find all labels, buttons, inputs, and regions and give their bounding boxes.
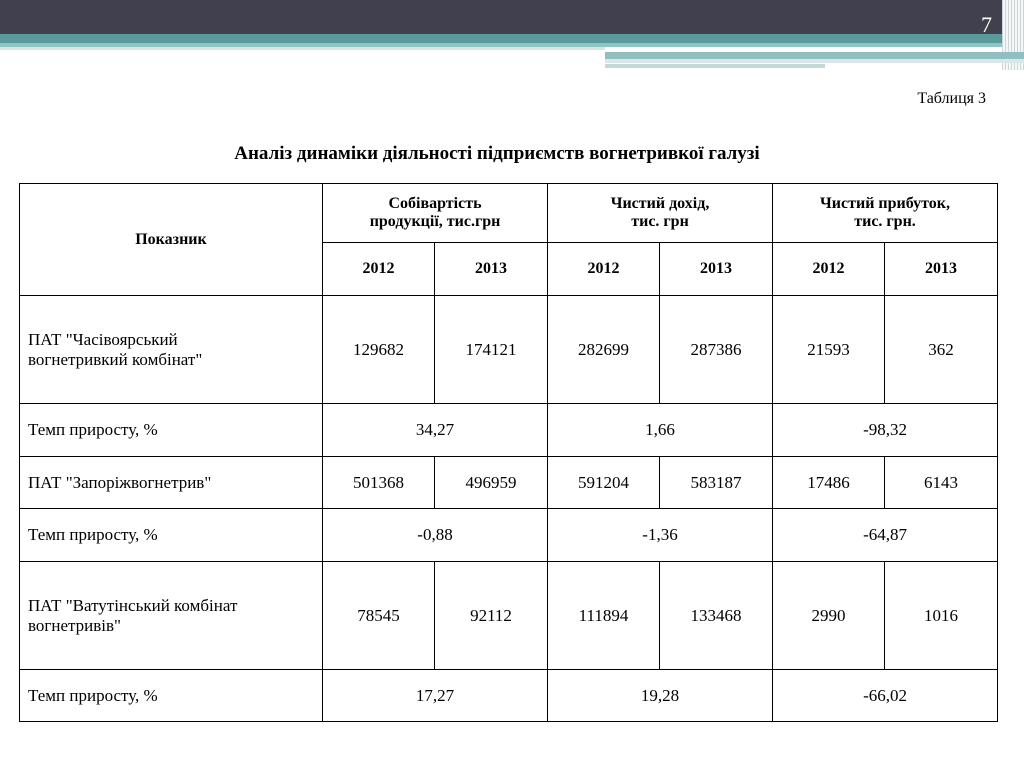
table-row: [20, 670, 998, 722]
growth-rate-cell: -98,32: [773, 404, 998, 457]
row-name-cell: Темп приросту, %: [20, 509, 323, 562]
accent-decor-bar-2: [605, 59, 1024, 63]
growth-rate-cell: -64,87: [773, 509, 998, 562]
row-name-line: ПАТ "Ватутінський комбінат: [28, 595, 238, 615]
table-label: Таблиця 3: [917, 90, 986, 107]
value-cell: 78545: [323, 562, 435, 670]
row-name-cell: [20, 562, 323, 670]
value-cell: 17486: [773, 457, 885, 509]
year-header: 2012: [773, 243, 885, 296]
table-row: [20, 296, 998, 404]
value-cell: 591204: [548, 457, 660, 509]
year-header: 2013: [660, 243, 773, 296]
row-name-cell: Темп приросту, %: [20, 404, 323, 457]
growth-rate-cell: 19,28: [548, 670, 773, 722]
row-name-line: вогнетривів": [28, 615, 121, 635]
growth-rate-cell: -0,88: [323, 509, 548, 562]
row-name-cell: ПАТ "Запоріжвогнетрив": [20, 457, 323, 509]
pale-decor-line: [0, 47, 605, 50]
indicator-header: Показник: [20, 184, 323, 296]
page-number: 7: [981, 12, 992, 37]
group-header-line: Чистий дохід,: [610, 195, 710, 212]
year-header: 2013: [885, 243, 998, 296]
row-name-line: ПАТ "Часівоярський: [28, 329, 178, 349]
table-title: Аналіз динаміки діяльності підприємств вогнетривкої галузі: [234, 143, 760, 164]
table-row: [20, 509, 998, 562]
table-row: [20, 562, 998, 670]
group-header-profit: [773, 184, 998, 243]
group-header-line: тис. грн.: [854, 213, 916, 230]
value-cell: 6143: [885, 457, 998, 509]
data-table: [19, 183, 998, 722]
growth-rate-cell: -66,02: [773, 670, 998, 722]
group-header-line: продукції, тис.грн: [369, 213, 501, 230]
value-cell: 282699: [548, 296, 660, 404]
growth-rate-cell: -1,36: [548, 509, 773, 562]
row-name-line: вогнетривкий комбінат": [28, 349, 203, 369]
group-header-line: тис. грн: [631, 213, 689, 230]
group-header-income: [548, 184, 773, 243]
value-cell: 92112: [435, 562, 548, 670]
group-header-line: Собівартість: [388, 195, 482, 212]
value-cell: 496959: [435, 457, 548, 509]
year-header: 2012: [548, 243, 660, 296]
value-cell: 111894: [548, 562, 660, 670]
year-header: 2013: [435, 243, 548, 296]
value-cell: 2990: [773, 562, 885, 670]
header-row-groups: [20, 184, 998, 243]
value-cell: 21593: [773, 296, 885, 404]
value-cell: 129682: [323, 296, 435, 404]
group-header-cost: [323, 184, 548, 243]
value-cell: 583187: [660, 457, 773, 509]
row-name-cell: [20, 296, 323, 404]
table-row: [20, 457, 998, 509]
accent-decor-bar: [605, 52, 1024, 59]
growth-rate-cell: 1,66: [548, 404, 773, 457]
value-cell: 174121: [435, 296, 548, 404]
row-name-cell: Темп приросту, %: [20, 670, 323, 722]
value-cell: 133468: [660, 562, 773, 670]
group-header-line: Чистий прибуток,: [820, 195, 950, 212]
growth-rate-cell: 17,27: [323, 670, 548, 722]
teal-decor-stripe: [0, 34, 1024, 43]
accent-decor-bar-3: [605, 64, 825, 68]
table-row: [20, 404, 998, 457]
value-cell: 287386: [660, 296, 773, 404]
value-cell: 1016: [885, 562, 998, 670]
value-cell: 501368: [323, 457, 435, 509]
year-header: 2012: [323, 243, 435, 296]
top-decor-band: [0, 0, 1024, 34]
value-cell: 362: [885, 296, 998, 404]
growth-rate-cell: 34,27: [323, 404, 548, 457]
